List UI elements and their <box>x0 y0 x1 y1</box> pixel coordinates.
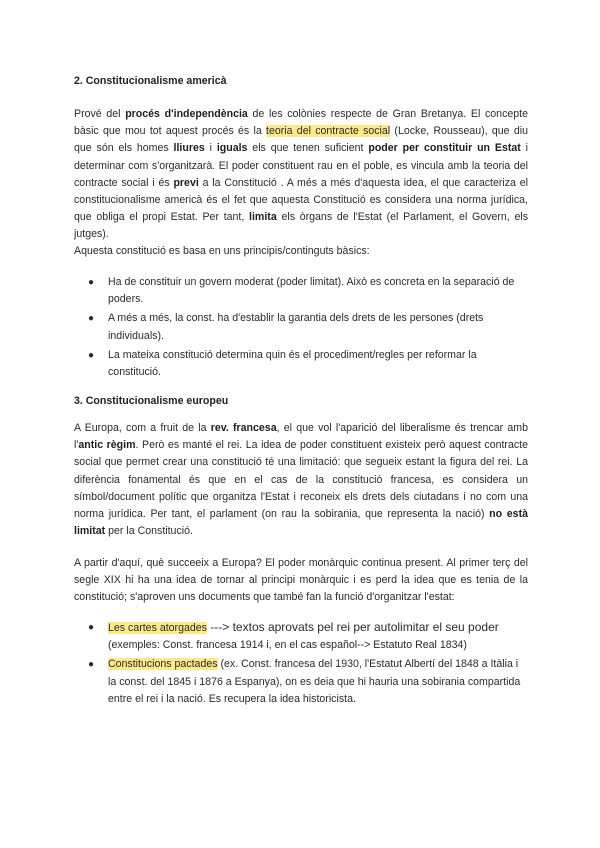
highlight-cartes-atorgades: Les cartes atorgades <box>108 622 207 634</box>
list-item: ● Les cartes atorgades ---> textos aprovats pel rei per autolimitar el seu poder (exemples: Const. francesa 1914 i, en el cas español--> Estatuto Real 1834) <box>88 620 499 652</box>
highlight-constitucions-pactades: Constitucions pactades <box>108 658 218 671</box>
section-3-paragraph-2: A partir d'aquí, què succeeix a Europa? El poder monàrquic continua present. Al primer terç del segle XIX hi ha una idea de tornar al principi monàrquic i es perd la idea que es tenia de la constitució; s'aproven uns documents que també fan la funció d'organitzar l'estat: <box>74 557 528 604</box>
bullet-icon: ● <box>88 659 95 671</box>
list-item: ● La mateixa constitució determina quin és el procediment/regles per reformar la constitució. <box>88 348 477 379</box>
section-2-paragraph-2: Aquesta constitució es basa en uns principis/continguts bàsics: <box>74 245 370 257</box>
section-2-paragraph-1: Prové del procés d'independència de les colònies respecte de Gran Bretanya. El concepte bàsic que mou tot aquest procés és la teoria del contracte social (Locke, Rousseau), que diu que són els homes lliures i iguals els que tenen suficient poder per constituir un Estat i determinar com s'organitzarà. El poder constituent rau en el poble, es vincula amb la teoria del contracte social i és previ a la Constitució . A més a més d'aquesta idea, el que caracteriza el constitucionalisme americà és el fet que aquesta Constitució es considera una norma jurídica, que obliga el propi Estat. Per tant, limita els òrgans de l'Estat (el Parlament, el Govern, els jutges). <box>74 108 529 241</box>
list-item: ● Constitucions pactades (ex. Const. francesa del 1930, l'Estatut Albertí del 1848 a Itàlia i la const. del 1845 i 1876 a Espanya), on es deia que hi hauria una sobirania compartida entre el rei i la nació. Es recupera la idea historicista. <box>88 658 521 705</box>
section-3-bullet-list <box>74 619 528 710</box>
section-2-heading: 2. Constitucionalisme americà <box>74 75 227 87</box>
list-item: ● Ha de constituir un govern moderat (poder limitat). Això es concreta en la separació de poders. <box>88 276 515 306</box>
section-3-heading: 3. Constitucionalisme europeu <box>74 395 229 407</box>
list-item: ● A més a més, la const. ha d'establir la garantia dels drets de les persones (drets individuals). <box>88 312 484 342</box>
section-2-bullet-list <box>74 274 528 383</box>
bullet-icon: ● <box>88 622 95 633</box>
bullet-icon: ● <box>88 349 95 361</box>
highlight-contracte-social: teoria del contracte social <box>266 125 391 138</box>
bullet-icon: ● <box>88 313 95 325</box>
section-3-paragraph-1: A Europa, com a fruit de la rev. francesa, el que vol l'aparició del liberalisme és trencar amb l'antic règim. Però es manté el rei. La idea de poder constituent existeix però aquest contracte social que permet crear una constitució té una limitació: que segueix estant la figura del rei. La diferència fonamental és que en el cas de la constitució francesa, es considera un símbol/document polític que organitza l'Estat i reconeix els drets dels ciutadans i no com una norma jurídica. Per tant, el parlament (on rau la sobirania, que representa la nació) no està limitat per la Constitució. <box>74 422 528 538</box>
bullet-icon: ● <box>88 277 95 288</box>
